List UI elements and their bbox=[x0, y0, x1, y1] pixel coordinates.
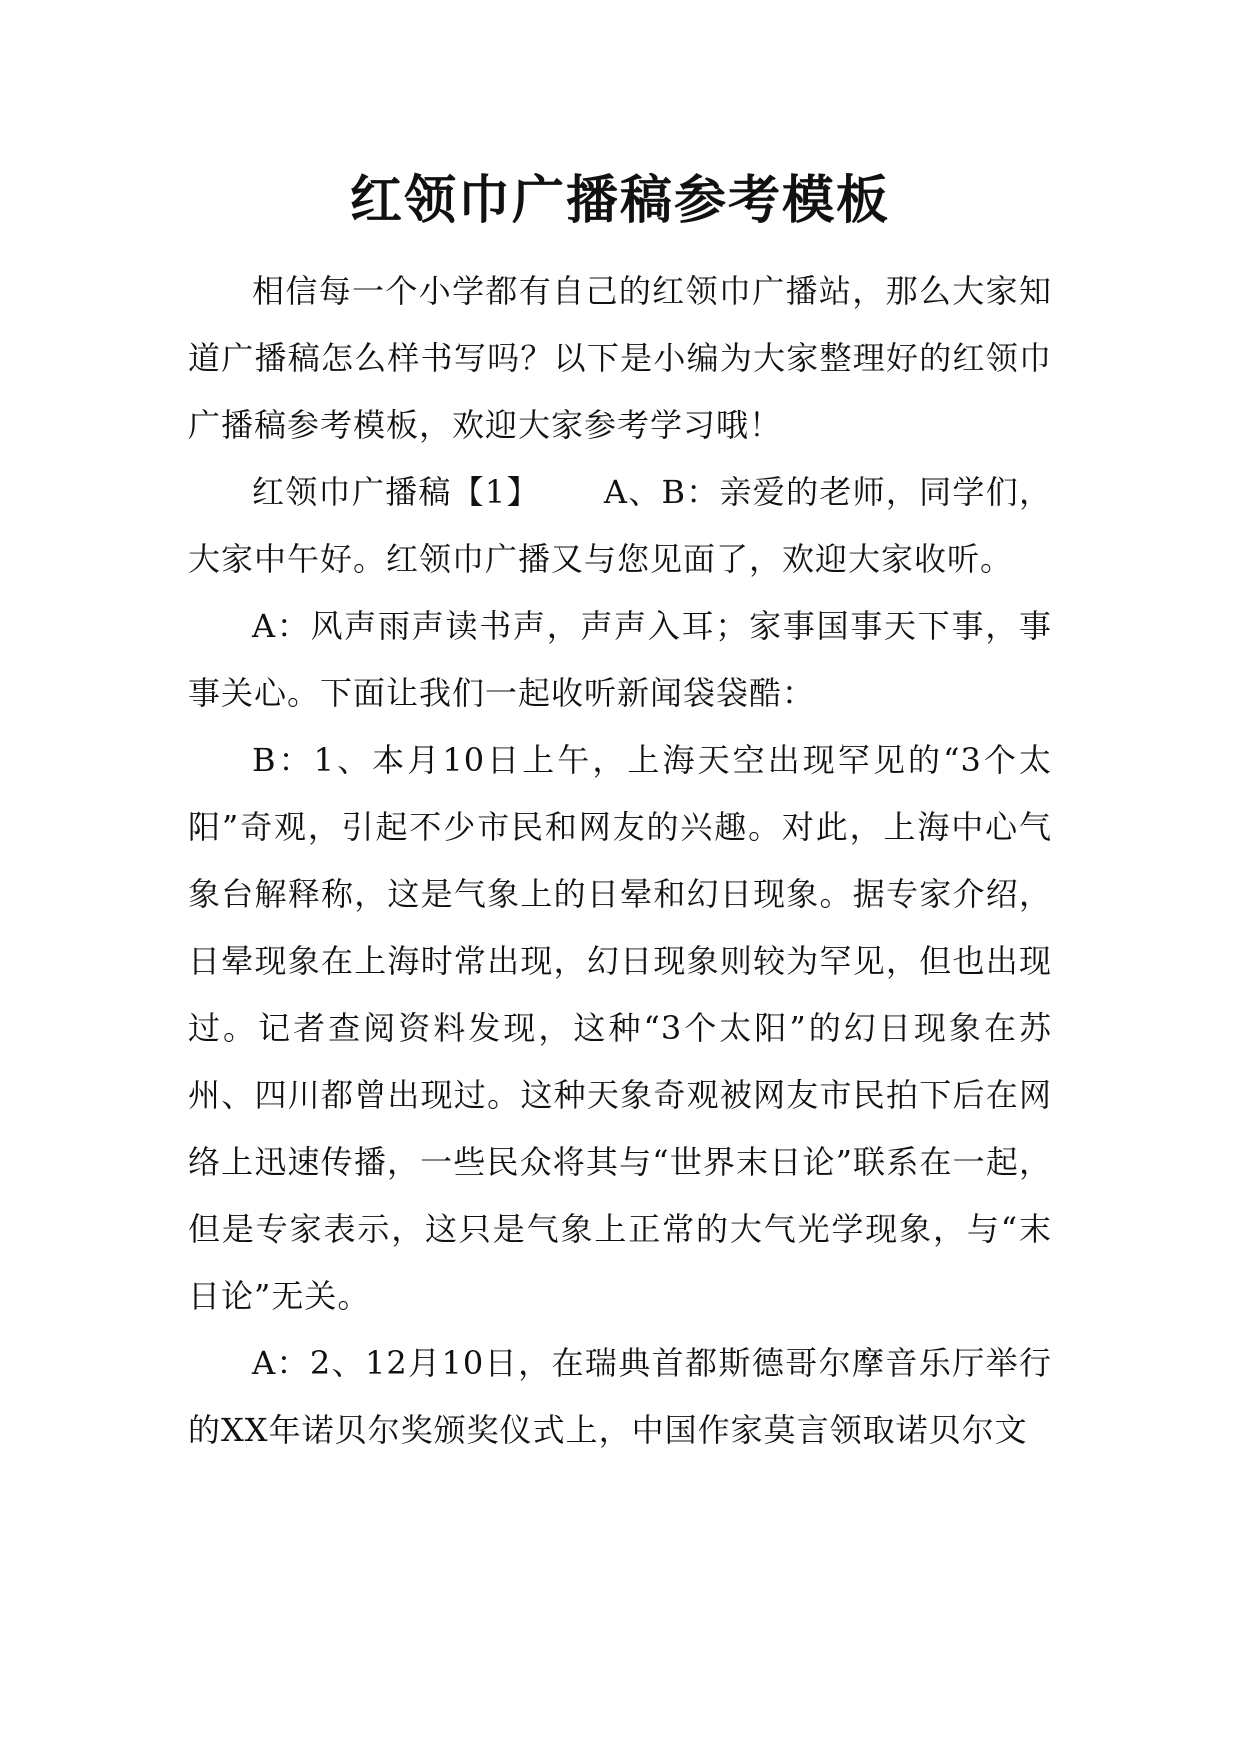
opening-paragraph: A：风声雨声读书声，声声入耳；家事国事天下事，事事关心。下面让我们一起收听新闻袋袋酷： bbox=[188, 607, 1052, 712]
section-heading: 红领巾广播稿【1】 bbox=[252, 473, 540, 511]
greeting-text: A、B：亲爱的老师，同学们，大家中午好。红领巾广播又与您见面了，欢迎大家收听。 bbox=[188, 473, 1052, 578]
document-body bbox=[188, 258, 1052, 1464]
news-item-2-paragraph: A：2、12月10日，在瑞典首都斯德哥尔摩音乐厅举行的XX年诺贝尔奖颁奖仪式上，中国作家莫言领取诺贝尔文 bbox=[188, 1344, 1052, 1449]
intro-paragraph: 相信每一个小学都有自己的红领巾广播站，那么大家知道广播稿怎么样书写吗？以下是小编为大家整理好的红领巾广播稿参考模板，欢迎大家参考学习哦！ bbox=[188, 272, 1052, 444]
document-title: 红领巾广播稿参考模板 bbox=[349, 170, 890, 231]
news-item-1-paragraph: B：1、本月10日上午，上海天空出现罕见的“3个太阳”奇观，引起不少市民和网友的兴趣。对此，上海中心气象台解释称，这是气象上的日晕和幻日现象。据专家介绍，日晕现象在上海时常出现，幻日现象则较为罕见，但也出现过。记者查阅资料发现，这种“3个太阳”的幻日现象在苏州、四川都曾出现过。这种天象奇观被网友市民拍下后在网络上迅速传播，一些民众将其与“世界末日论”联系在一起，但是专家表示，这只是气象上正常的大气光学现象，与“末日论”无关。 bbox=[188, 741, 1052, 1315]
broadcast-1-paragraph bbox=[188, 459, 1052, 593]
